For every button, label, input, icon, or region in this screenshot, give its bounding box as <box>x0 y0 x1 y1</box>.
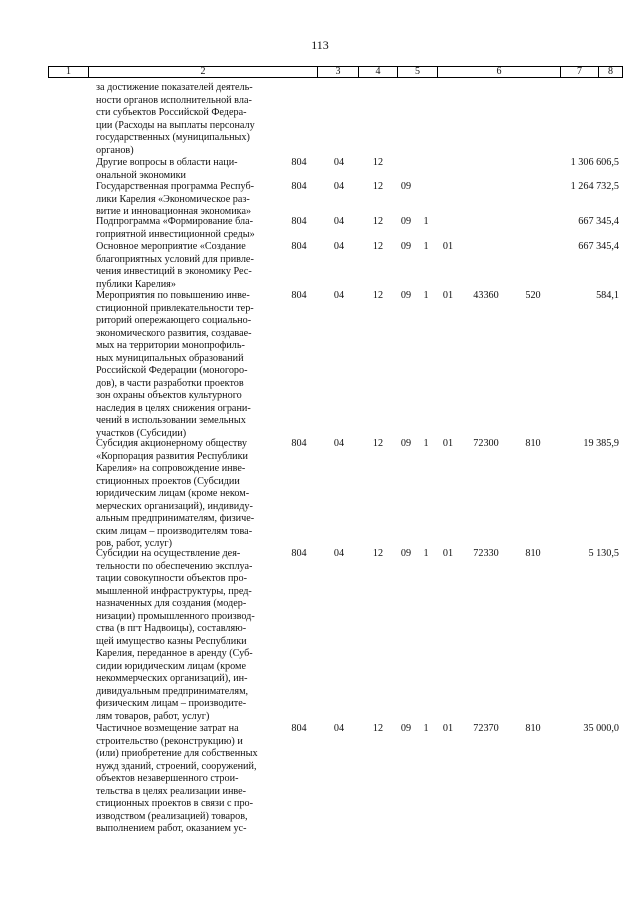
program-code: 09 <box>400 216 412 227</box>
amount: 5 130,5 <box>588 548 619 559</box>
row-description: Основное мероприятие «Создание благоприятных условий для привле- чения инвестиций в экономику Рес- публики Карелия» <box>96 241 254 290</box>
subprogram-code: 1 <box>423 548 429 559</box>
section-code: 04 <box>333 548 345 559</box>
subprogram-code: 1 <box>423 216 429 227</box>
subsection-code: 12 <box>372 723 384 734</box>
program-code: 09 <box>400 438 412 449</box>
header-col-1: 1 <box>49 67 89 77</box>
subsection-code: 12 <box>372 216 384 227</box>
expense-type-code: 520 <box>525 290 541 301</box>
ministry-code: 804 <box>291 290 307 301</box>
section-code: 04 <box>333 438 345 449</box>
amount: 667 345,4 <box>578 241 619 252</box>
program-code: 09 <box>400 723 412 734</box>
target-code: 72370 <box>473 723 499 734</box>
amount: 35 000,0 <box>583 723 619 734</box>
subsection-code: 12 <box>372 241 384 252</box>
row-description: Субсидии на осуществление дея- тельности по обеспечению эксплуа- тации совокупности объектов про- мышленной инфраструктуры, пред- назначенных для создания (модер- низации) промышленного производ- ства (в пгт Надвоицы), составляю- щей имущество казны Республики Карелия, переданное в аренду (Суб- сидии юридическим лицам (кроме некоммерческих организаций), ин- дивидуальным предпринимателям, физическим лицам – производите- лям товаров, работ, услуг) <box>96 548 255 722</box>
program-code: 09 <box>400 290 412 301</box>
section-code: 04 <box>333 216 345 227</box>
ministry-code: 804 <box>291 157 307 168</box>
expense-type-code: 810 <box>525 438 541 449</box>
event-code: 01 <box>442 290 454 301</box>
header-col-4: 4 <box>359 67 398 77</box>
section-code: 04 <box>333 157 345 168</box>
amount: 584,1 <box>596 290 619 301</box>
program-code: 09 <box>400 548 412 559</box>
event-code: 01 <box>442 548 454 559</box>
program-code: 09 <box>400 241 412 252</box>
subsection-code: 12 <box>372 438 384 449</box>
ministry-code: 804 <box>291 241 307 252</box>
amount: 19 385,9 <box>583 438 619 449</box>
row-description: Государственная программа Респуб- лики Карелия «Экономическое раз- витие и инновационная экономика» <box>96 181 255 217</box>
row-description: Мероприятия по повышению инве- стиционной привлекательности тер- риторий опережающего социально- экономического развития, создавае- мых на территории монопрофиль- ных муниципальных образований Российской Федерации (моногоро- дов), в части разработки проектов зон охраны объектов культурного наследия в целях снижения ограни- чений в использовании земельных участков (Субсидии) <box>96 290 254 439</box>
section-code: 04 <box>333 241 345 252</box>
header-col-8: 8 <box>608 66 613 77</box>
ministry-code: 804 <box>291 723 307 734</box>
header-col-7: 7 <box>561 67 599 77</box>
subsection-code: 12 <box>372 548 384 559</box>
event-code: 01 <box>442 723 454 734</box>
target-code: 72330 <box>473 548 499 559</box>
row-description: Подпрограмма «Формирование бла- гоприятной инвестиционной среды» <box>96 216 255 240</box>
program-code: 09 <box>400 181 412 192</box>
expense-type-code: 810 <box>525 723 541 734</box>
subprogram-code: 1 <box>423 723 429 734</box>
amount: 667 345,4 <box>578 216 619 227</box>
table-header <box>48 66 623 78</box>
header-col-5: 5 <box>398 67 438 77</box>
event-code: 01 <box>442 438 454 449</box>
header-col-2: 2 <box>89 67 318 77</box>
expense-type-code: 810 <box>525 548 541 559</box>
row-description: Частичное возмещение затрат на строительство (реконструкцию) и (или) приобретение для собственных нужд зданий, строений, сооружений, объектов незавершенного строи- тельства в целях реализации инве- стиционных проектов в связи с про- изводством (реализацией) товаров, выполнением работ, оказанием ус- <box>96 723 258 834</box>
ministry-code: 804 <box>291 548 307 559</box>
subsection-code: 12 <box>372 181 384 192</box>
section-code: 04 <box>333 723 345 734</box>
subsection-code: 12 <box>372 290 384 301</box>
page-number: 113 <box>311 38 329 52</box>
row-description: за достижение показателей деятель- ности органов исполнительной вла- сти субъектов Российской Федера- ции (Расходы на выплаты персоналу государственных (муниципальных) органов) <box>96 82 255 156</box>
row-description: Другие вопросы в области наци- ональной экономики <box>96 157 238 181</box>
section-code: 04 <box>333 290 345 301</box>
subprogram-code: 1 <box>423 290 429 301</box>
event-code: 01 <box>442 241 454 252</box>
ministry-code: 804 <box>291 181 307 192</box>
row-description: Субсидия акционерному обществу «Корпорация развития Республики Карелия» на сопровождение инве- стиционных проектов (Субсидии юридическим лицам (кроме неком- мерческих организаций), индивиду- альным предпринимателям, физиче- ским лицам – производителям това- ров, работ, услуг) <box>96 438 255 549</box>
subprogram-code: 1 <box>423 241 429 252</box>
target-code: 43360 <box>473 290 499 301</box>
amount: 1 264 732,5 <box>570 181 619 192</box>
section-code: 04 <box>333 181 345 192</box>
target-code: 72300 <box>473 438 499 449</box>
header-col-3: 3 <box>318 67 359 77</box>
subprogram-code: 1 <box>423 438 429 449</box>
ministry-code: 804 <box>291 216 307 227</box>
ministry-code: 804 <box>291 438 307 449</box>
subsection-code: 12 <box>372 157 384 168</box>
amount: 1 306 606,5 <box>570 157 619 168</box>
header-col-6: 6 <box>438 67 561 77</box>
